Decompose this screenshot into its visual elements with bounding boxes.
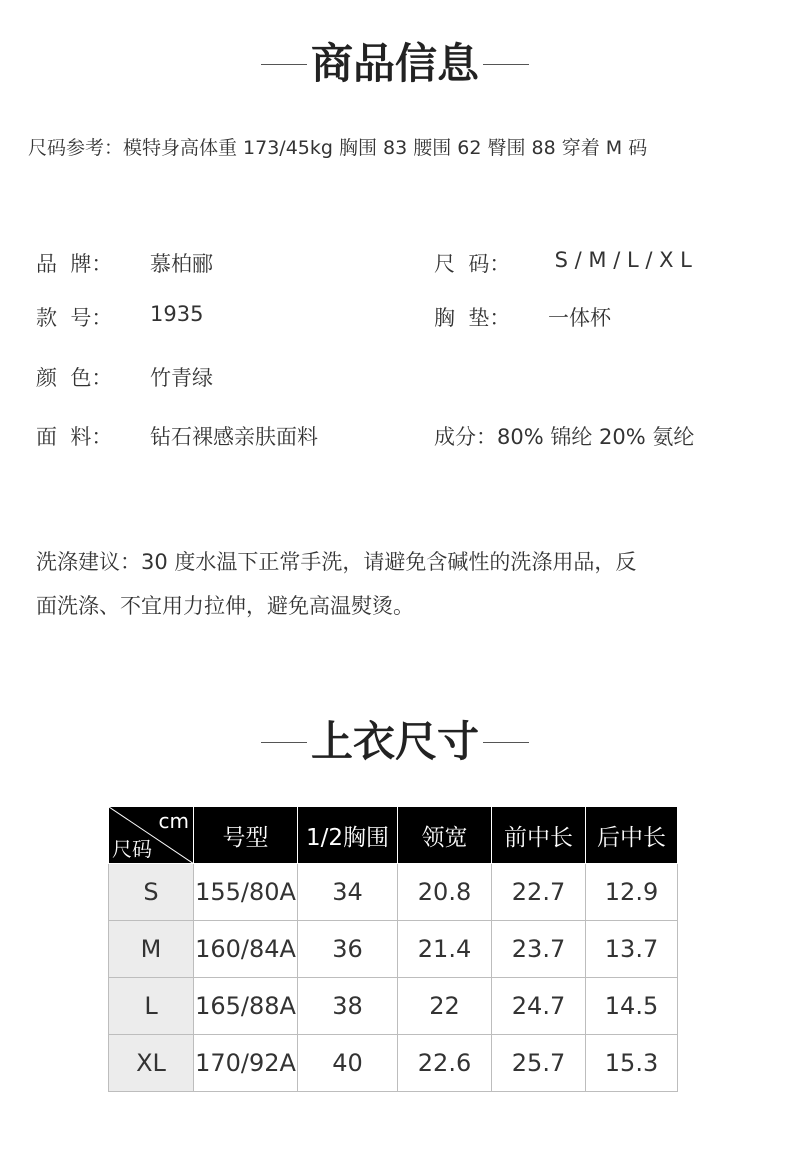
table-cell: 15.3: [586, 1035, 678, 1092]
table-cell: 170/92A: [194, 1035, 298, 1092]
size-table: [108, 806, 678, 1092]
product-info-title: 商品信息: [310, 39, 479, 88]
pad-value: 一体杯: [548, 306, 611, 330]
title-rule-right: [483, 64, 529, 65]
title-rule-left: [261, 742, 307, 743]
wash-line-2: 面洗涤、不宜用力拉伸，避免高温熨烫。: [36, 594, 414, 618]
table-cell: 22: [398, 978, 492, 1035]
table-cell: 21.4: [398, 921, 492, 978]
table-cell: 155/80A: [194, 864, 298, 921]
info-row-fabric: [0, 421, 790, 451]
size-cell: XL: [109, 1035, 194, 1092]
size-cell: S: [109, 864, 194, 921]
fabric-label: 面 料：: [36, 425, 113, 449]
composition: 成分：80% 锦纶 20% 氨纶: [434, 425, 695, 449]
size-cell: M: [109, 921, 194, 978]
style-value: 1935: [150, 302, 204, 326]
table-cell: 160/84A: [194, 921, 298, 978]
color-value: 竹青绿: [150, 366, 213, 390]
size-cell: L: [109, 978, 194, 1035]
header-front-length: 前中长: [492, 807, 586, 864]
pad-label: 胸 垫：: [434, 306, 511, 330]
table-cell: 40: [298, 1035, 398, 1092]
info-row-color: [0, 362, 790, 392]
table-cell: 36: [298, 921, 398, 978]
header-neck-width: 领宽: [398, 807, 492, 864]
header-half-bust: 1/2胸围: [298, 807, 398, 864]
header-fit: 号型: [194, 807, 298, 864]
table-row: [109, 1035, 678, 1092]
title-rule-right: [483, 742, 529, 743]
table-row: [109, 864, 678, 921]
size-reference: 尺码参考：模特身高体重 173/45kg 胸围 83 腰围 62 臀围 88 穿着 M 码: [28, 137, 648, 159]
brand-value: 慕柏郦: [150, 252, 213, 276]
table-cell: 165/88A: [194, 978, 298, 1035]
table-cell: 13.7: [586, 921, 678, 978]
wash-instructions: [36, 540, 736, 628]
info-row-brand: [0, 248, 790, 278]
table-cell: 12.9: [586, 864, 678, 921]
size-label: 尺 码：: [434, 252, 511, 276]
table-row: [109, 921, 678, 978]
unit-label: cm: [158, 809, 189, 833]
brand-label: 品 牌：: [36, 252, 113, 276]
table-row: [109, 978, 678, 1035]
wash-line-1: 洗涤建议：30 度水温下正常手洗，请避免含碱性的洗涤用品，反: [36, 550, 637, 574]
table-cell: 38: [298, 978, 398, 1035]
title-rule-left: [261, 64, 307, 65]
table-cell: 23.7: [492, 921, 586, 978]
section-title-product-info: [0, 40, 790, 88]
corner-header: [109, 807, 194, 864]
size-value: S / M / L / X L: [548, 248, 692, 272]
table-cell: 34: [298, 864, 398, 921]
header-back-length: 后中长: [586, 807, 678, 864]
fabric-value: 钻石裸感亲肤面料: [150, 425, 318, 449]
table-cell: 22.6: [398, 1035, 492, 1092]
size-column-label: 尺码: [112, 837, 152, 861]
info-row-style: [0, 302, 790, 332]
top-size-title: 上衣尺寸: [310, 717, 479, 766]
table-cell: 24.7: [492, 978, 586, 1035]
style-label: 款 号：: [36, 306, 113, 330]
table-cell: 14.5: [586, 978, 678, 1035]
color-label: 颜 色：: [36, 366, 113, 390]
section-title-top-size: [0, 718, 790, 766]
table-cell: 22.7: [492, 864, 586, 921]
table-cell: 20.8: [398, 864, 492, 921]
table-cell: 25.7: [492, 1035, 586, 1092]
size-table-header: [109, 807, 678, 864]
